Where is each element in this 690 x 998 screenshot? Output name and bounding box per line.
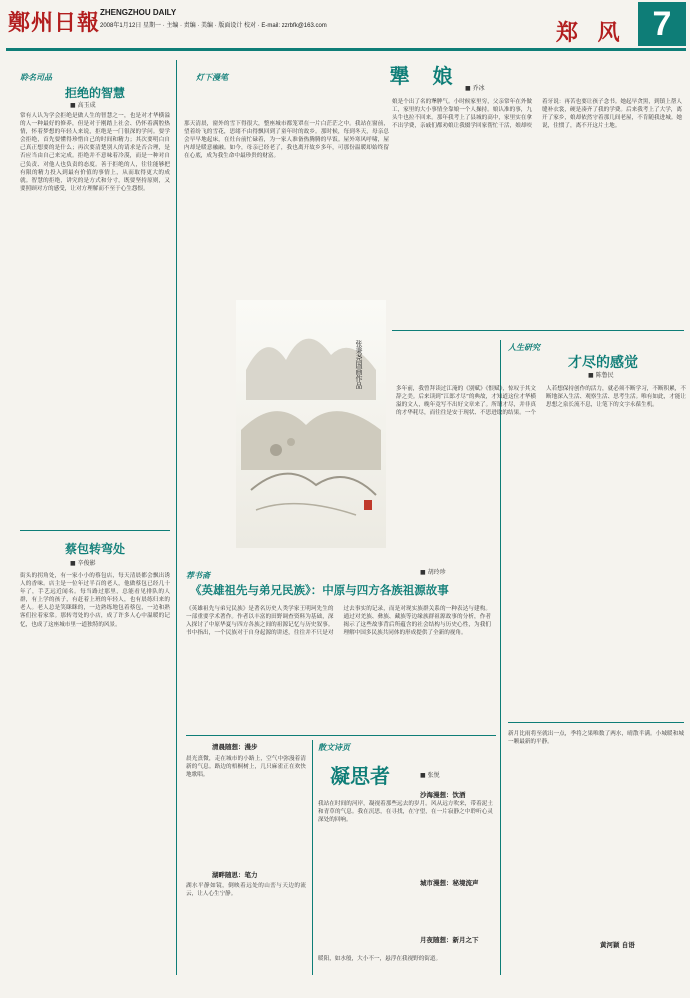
painting-caption: 张秉尧国画作品 <box>355 340 363 389</box>
essay-body: 湖水平静如镜，倒映着远处的山峦与天边的流云，让人心生宁静。 <box>186 883 306 898</box>
article-title: 蔡包转弯处 <box>64 542 125 556</box>
poem-subtitle: 月夜随想：新月之下 <box>420 936 479 944</box>
poem-subtitle: 城市漫想：秘境流声 <box>420 879 479 887</box>
ink-painting-image <box>236 300 386 548</box>
article-byline: ■ 辛俊影 <box>70 560 96 567</box>
column-label: 人生研究 <box>508 342 540 352</box>
poem-title: 凝思者 <box>330 764 390 788</box>
article-body: 那天清晨，窗外的雪下得很大，整座城市都笼罩在一片白茫茫之中。我站在窗前，望着纷飞的雪花，思绪不由得飘回到了童年时的故乡。那时候，每到冬天，母亲总会早早地起床，在灶台前忙碌着，为一家人准备热腾腾的早饭。屋外寒风呼啸，屋内却是暖意融融。如今，母亲已经老了，我也离开故乡多年，可那份温暖却始终留在心底，成为我生命中最珍贵的财富。 <box>184 121 389 160</box>
book-review-body: 《英雄祖先与弟兄民族》是著名历史人类学家王明珂先生的一部重要学术著作。作者以丰富的田野调查资料为基础，深入探讨了中原华夏与四方各族之间的祖源记忆与历史叙事。书中指出，一个民族对于自身起源的讲述，往往并不只是对过去事实的记录，而是对现实族群关系的一种表达与建构。通过对羌族、彝族、藏族等边缘族群祖源故事的分析，作者揭示了这些故事背后所蕴含的社会结构与历史心性，为我们理解中国多民族共同体的形成提供了全新的视角。 <box>186 606 491 637</box>
ink-landscape-illustration <box>236 300 386 548</box>
column-label: 灯下漫笔 <box>196 72 228 82</box>
article-byline: ■ 陈鲁民 <box>588 372 614 379</box>
article-body: 常有人认为学会拒绝是做人生的智慧之一，也是对才华横溢的人一种最好的修养，但是对于刚踏上社会、仍怀着满腔热情，怀着梦想的年轻人来说，拒绝是一门很深的学问。要学会拒绝，首先要懂得珍惜自己的时间和精力；其次要明白自己真正想要的是什么；再次要清楚别人的请求是否合理，是否应当由自己来完成。拒绝并不意味着冷漠，而是一种对自己负责、对他人也负责的态度。善于拒绝的人，往往能够把有限的精力投入到最有价值的事情上，从而取得更大的成就。智慧的拒绝，讲究的是方式和分寸，既要坚持原则，又要照顾对方的感受，让对方理解而不至于心生怨恨。 <box>20 113 170 192</box>
poem-byline: ■ 张悦 <box>420 772 440 779</box>
masthead-rule <box>6 48 686 51</box>
poem-last-line: 暖阳，如水般，大小不一，悬浮在我视野的街道。 <box>318 956 442 962</box>
column-divider <box>176 60 177 975</box>
article-body: 多年前，我曾拜读过江淹的《别赋》《恨赋》，惊叹于其文辞之美。后来读到“江郎才尽”的典故，才知道这位才华横溢的文人，晚年竟写不出好文章来了。所谓才尽，并非真的才华耗尽，而往往是安于现状、不思进取的结果。一个人若想保持创作的活力，就必须不断学习，不断积累，不断地深入生活、观察生活、思考生活。唯有如此，才能让思想之泉长流不息，让笔下的文字永葆生机。 <box>396 386 686 417</box>
article-title: 拒绝的智慧 <box>64 86 125 100</box>
article-body: 新月比雨将至就出一点，季将之果唯数了两水，晴散半满。小城暖和城一颗最新的平静。 <box>508 731 684 746</box>
poem-body: 我站在时间的河岸，凝视着那些远去的岁月。风从远方吹来，带着泥土和青草的气息。我在沉思，在寻找，在守望，在一片寂静之中聆听心灵深处的回响。 <box>318 801 493 824</box>
essay-title: 清晨随想：漫步 <box>212 743 258 751</box>
essay-body: 晨光熹微，走在城市的小路上，空气中弥漫着清新的气息。路边的梧桐树上，几只麻雀正在欢快地歌唱。 <box>186 756 306 779</box>
column-label: 散文诗页 <box>318 742 350 752</box>
article-byline: ■ 乔冰 <box>465 85 485 92</box>
seal-stamp <box>364 500 372 510</box>
masthead <box>0 0 690 58</box>
article-body: 街头的拐角处，有一家小小的蔡包店，每天清晨都会飘出诱人的香味。店主是一位年过半百的老人，他做蔡包已经几十年了，手艺远近闻名。每当路过那里，总能看见排队的人群，有上学的孩子，有赶着上班的年轻人，也有晨练归来的老人。老人总是笑眯眯的，一边熟练地包着蔡包，一边和熟客们拉着家常。那转弯处的小店，成了许多人心中温暖的记忆，也成了这座城市里一道独特的风景。 <box>20 573 170 628</box>
newspaper-logo-en: ZHENGZHOU DAILY <box>100 8 177 17</box>
book-byline: ■ 胡玲珍 <box>420 569 446 576</box>
poem-subtitle: 沙海漫想：饮酒 <box>420 791 466 799</box>
essay-title: 湖畔随思：笔力 <box>212 871 258 879</box>
column-label: 荐书斋 <box>186 570 210 580</box>
divider <box>392 330 684 331</box>
divider <box>20 530 170 531</box>
signature: 黄河颖 自语 <box>600 941 635 949</box>
section-name: 郑 风 <box>556 20 626 46</box>
divider <box>186 735 496 736</box>
article-title: 犟 娘 <box>389 64 461 88</box>
article-body: 娘是个出了名的犟脾气。小时候家里穷，父亲常年在外做工，家里的大小事情全靠娘一个人操持。娘认准的事，九头牛也拉不回来。那年我考上了县城的高中，家里实在拿不出学费，亲戚们都劝娘让我辍学回家帮忙干活，娘却咬着牙说：再苦也要让孩子念书。她起早贪黑，到镇上帮人缝补衣裳，硬是凑齐了我的学费。后来我考上了大学，离开了家乡，娘却依然守着那几间老屋，不肯随我进城。她说，住惯了，离不开这片土地。 <box>392 99 682 130</box>
divider <box>508 722 684 723</box>
article-title: 才尽的感觉 <box>568 355 638 371</box>
issue-info: 2008年1月12日 星期一 · 主编 · 责编 · 美编 · 版面设计 校对 · E-mail: zzrbfk@163.com <box>100 23 327 29</box>
article-byline: ■ 高玉成 <box>70 102 96 109</box>
column-divider <box>312 740 313 975</box>
book-title: 《英雄祖先与弟兄民族》：中原与四方各族祖源故事 <box>190 583 449 597</box>
page-number: 7 <box>638 2 686 46</box>
column-label: 聆名司品 <box>20 72 52 82</box>
newspaper-logo: 鄭州日報 <box>8 10 101 36</box>
